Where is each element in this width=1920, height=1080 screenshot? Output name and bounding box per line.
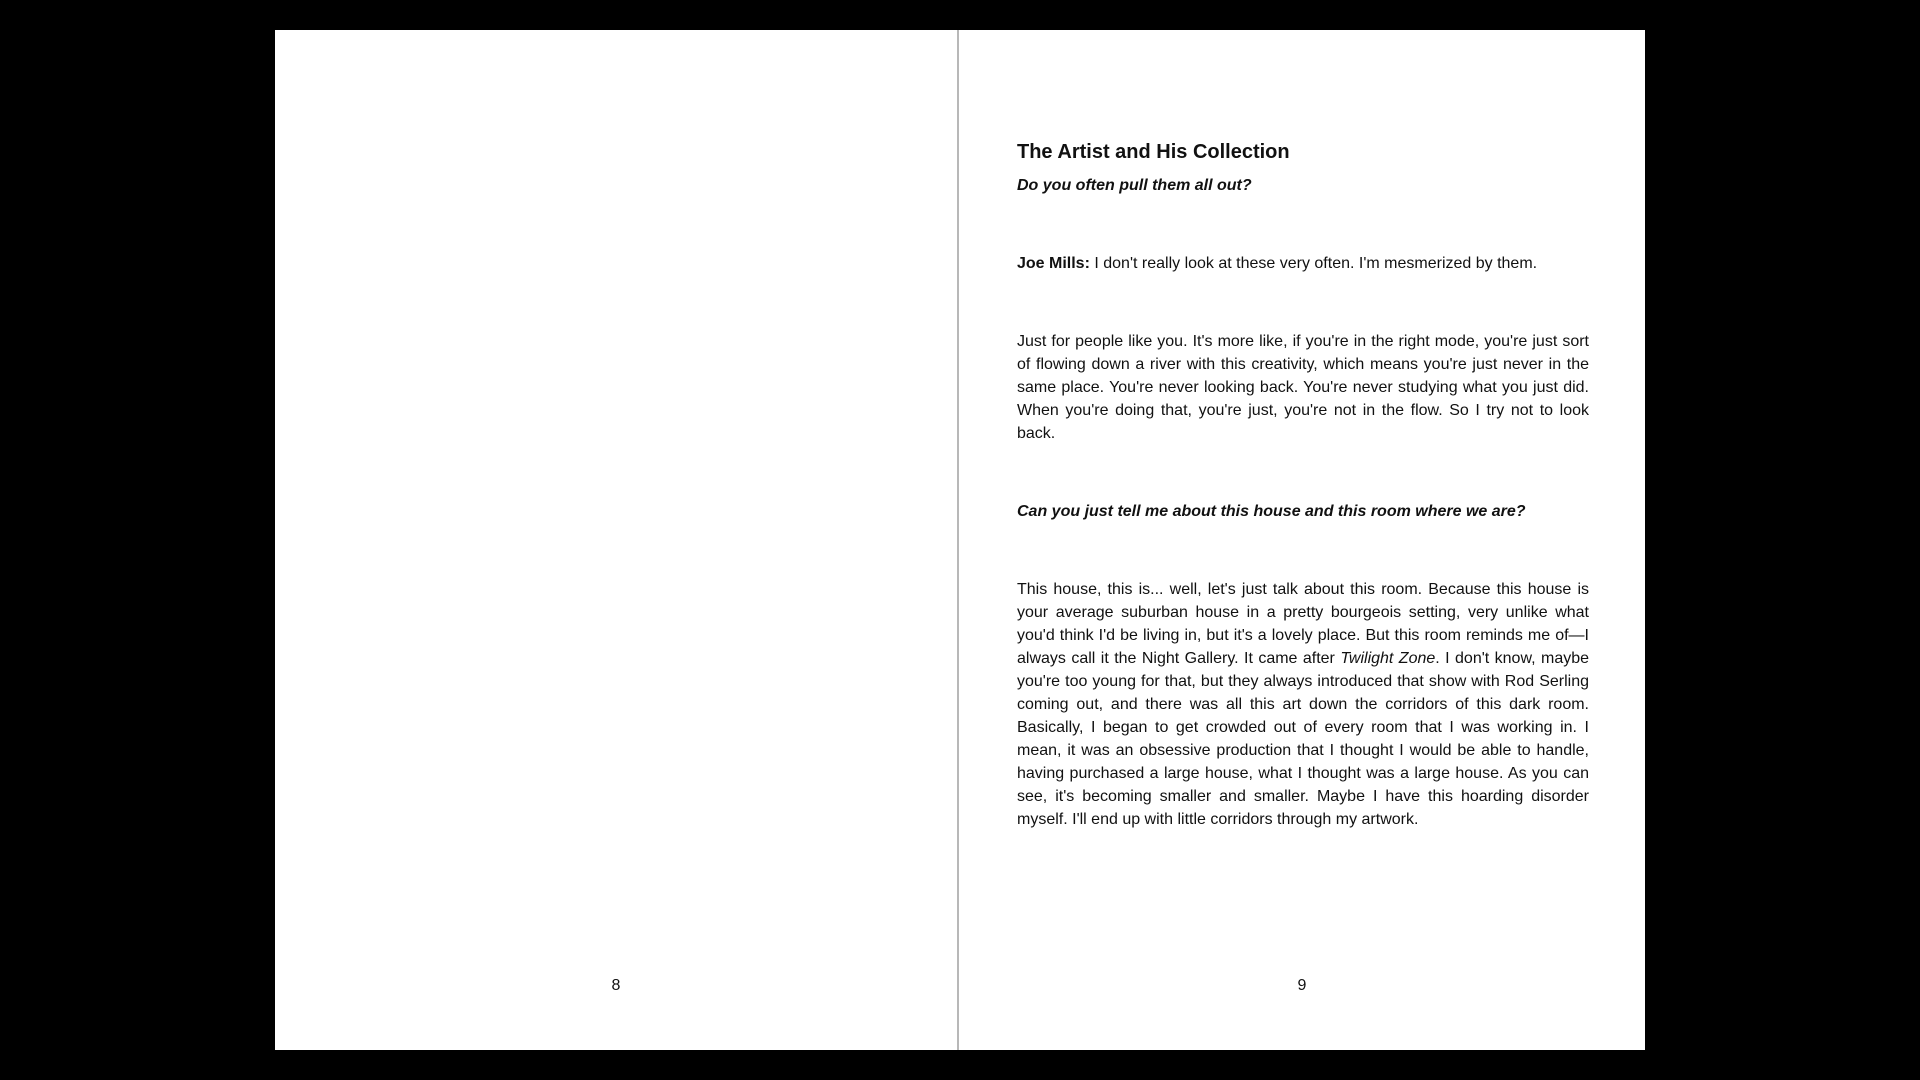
page-number-left: 8 (611, 977, 621, 994)
page-content (1017, 138, 1589, 831)
answer-paragraph-2: Just for people like you. It's more like, if you're in the right mode, you're just sort of flowing down a river with this creativity, which means you're just never in the same place. You're never looking back. You're never studying what you just did. When you're doing that, you're just, you're not in the flow. So I try not to look back. (1017, 333, 1589, 442)
answer-text-3-start: This house, this is... well, let's just talk about this room. Because this house is your average suburban house in a pretty bourgeois setting, very unlike what you'd think I'd be living in, but it's a lovely place. But this room reminds me of—I always call it the Night Gallery. It came after (1017, 581, 1589, 667)
speaker-label: Joe Mills: (1017, 255, 1090, 272)
answer-paragraph-3 (1017, 578, 1589, 831)
right-page (959, 30, 1645, 1050)
interview-question-2: Can you just tell me about this house and this room where we are? (1017, 503, 1526, 520)
section-heading: The Artist and His Collection (1017, 141, 1290, 163)
interview-question-1: Do you often pull them all out? (1017, 177, 1252, 194)
show-title-emphasis: Twilight Zone (1340, 650, 1436, 667)
left-page (275, 30, 957, 1050)
answer-paragraph-1 (1017, 252, 1589, 275)
book-spread (275, 30, 1645, 1050)
answer-text-1: I don't really look at these very often. I'm mesmerized by them. (1089, 255, 1538, 272)
answer-text-3-end: . I don't know, maybe you're too young for that, but they always introduced that show with Rod Serling coming out, and there was all this art down the corridors of this dark room. Basically, I began to get crowded out of every room that I was working in. I mean, it was an obsessive production that I thought I would be able to handle, having purchased a large house, what I thought was a large house. As you can see, it's becoming smaller and smaller. Maybe I have this hoarding disorder myself. I'll end up with little corridors through my artwork. (1017, 650, 1590, 828)
page-number-right: 9 (1297, 977, 1307, 994)
